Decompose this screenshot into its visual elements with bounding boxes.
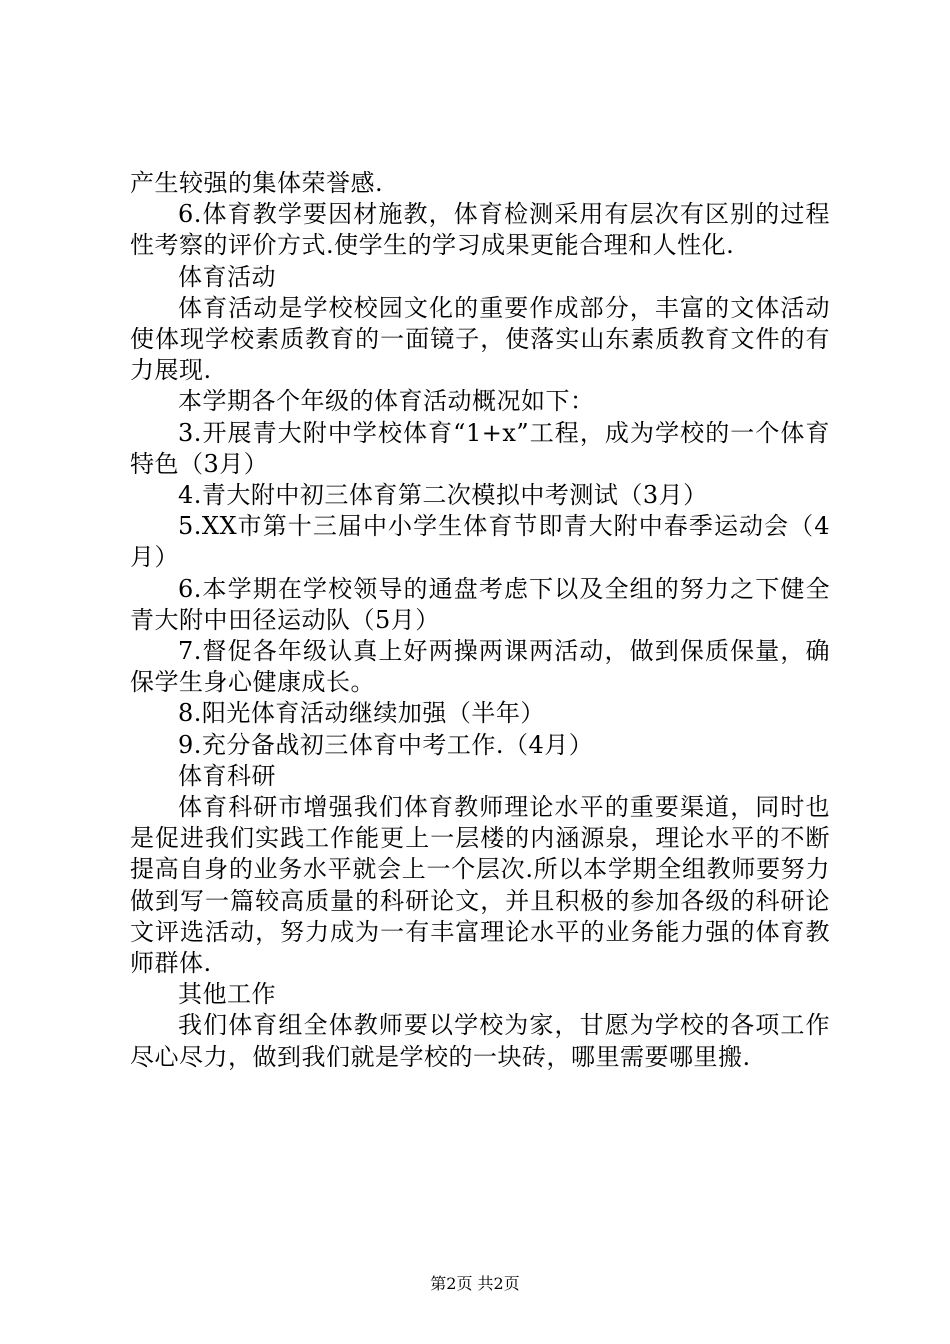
list-item-6: 6.本学期在学校领导的通盘考虑下以及全组的努力之下健全青大附中田径运动队（5月） (130, 574, 830, 634)
paragraph-continuation: 产生较强的集体荣誉感. (130, 169, 384, 197)
list-item-4: 4.青大附中初三体育第二次模拟中考测试（3月） (178, 481, 708, 510)
paragraph-activities-overview: 本学期各个年级的体育活动概况如下： (178, 387, 595, 416)
paragraph-research: 体育科研市增强我们体育教师理论水平的重要渠道，同时也是促进我们实践工作能更上一层楼的内涵源泉，理论水平的不断提高自身的业务水平就会上一个层次.所以本学期全组教师要努力做到写一篇较高质量的科研论文，并且积极的参加各级的科研论文评选活动，努力成为一有丰富理论水平的业务能力强的体育教师群体. (130, 793, 830, 978)
document-body (130, 168, 830, 1073)
section-heading-research: 体育科研 (178, 761, 276, 790)
list-item-8: 8.阳光体育活动继续加强（半年） (178, 699, 545, 728)
page-footer: 第2页 共2页 (430, 1274, 520, 1293)
paragraph-item-6-teaching: 6.体育教学要因材施教，体育检测采用有层次有区别的过程性考察的评价方式.使学生的学习成果更能合理和人性化. (130, 200, 830, 260)
list-item-7: 7.督促各年级认真上好两操两课两活动，做到保质保量，确保学生身心健康成长。 (130, 637, 830, 697)
paragraph-activities-intro: 体育活动是学校校园文化的重要作成部分，丰富的文体活动使体现学校素质教育的一面镜子，使落实山东素质教育文件的有力展现. (130, 293, 830, 385)
list-item-3: 3.开展青大附中学校体育“1+x”工程，成为学校的一个体育特色（3月） (130, 418, 830, 478)
paragraph-other: 我们体育组全体教师要以学校为家，甘愿为学校的各项工作尽心尽力，做到我们就是学校的一块砖，哪里需要哪里搬. (130, 1011, 830, 1071)
section-heading-other: 其他工作 (178, 980, 276, 1009)
section-heading-activities: 体育活动 (178, 262, 276, 291)
list-item-5: 5.XX市第十三届中小学生体育节即青大附中春季运动会（4月） (130, 512, 830, 572)
list-item-9: 9.充分备战初三体育中考工作.（4月） (178, 730, 594, 759)
